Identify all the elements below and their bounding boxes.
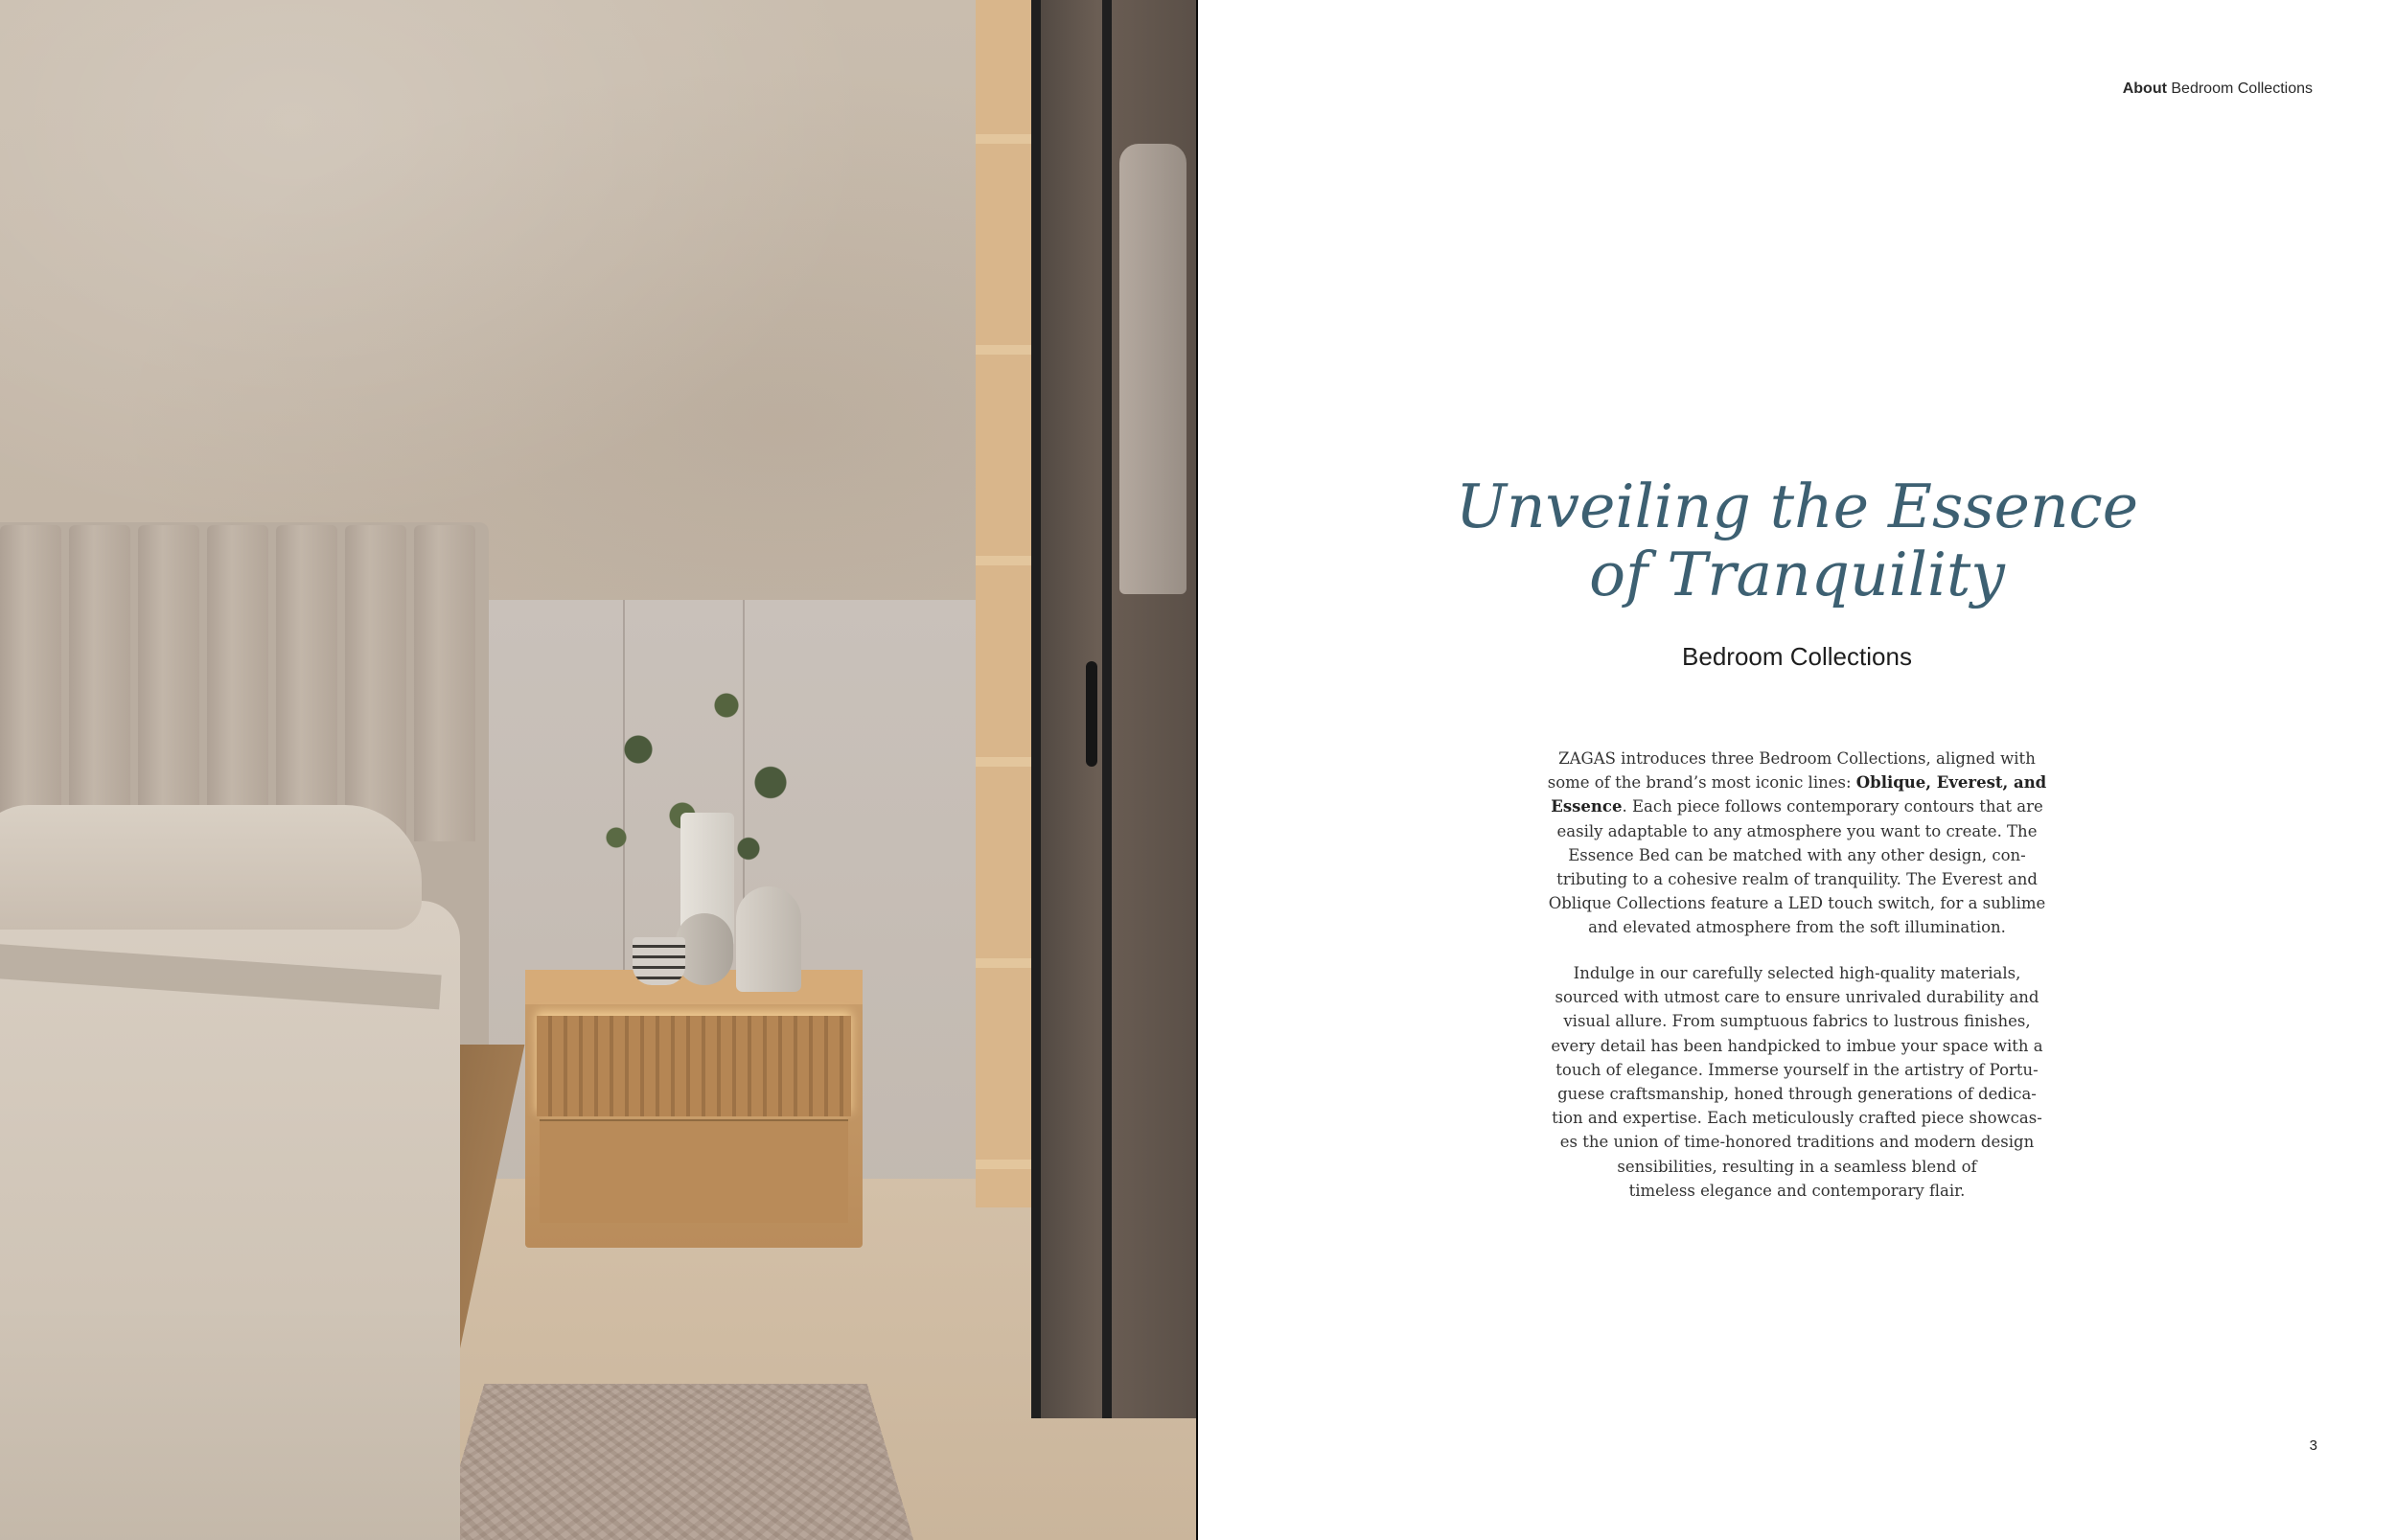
shelf (976, 958, 1031, 968)
hanging-cloth (1119, 144, 1186, 594)
text-line: sourced with utmost care to ensure unrivaled durability and (1555, 988, 2039, 1007)
headboard-slat (0, 525, 61, 841)
text-line: tion and expertise. Each meticulously crafted piece showcas- (1552, 1109, 2042, 1128)
shelf (976, 1160, 1031, 1169)
text-fragment: . Each piece follows contemporary contours that are (1622, 797, 2043, 816)
text-line: touch of elegance. Immerse yourself in the artistry of Portu- (1555, 1060, 2039, 1079)
photo-edge (1196, 0, 1198, 1540)
text-line: visual allure. From sumptuous fabrics to lustrous finishes, (1563, 1012, 2031, 1031)
headboard-slat (345, 525, 406, 841)
text-line: Essence Bed can be matched with any other design, con- (1568, 845, 2026, 864)
text-line: ZAGAS introduces three Bedroom Collections, aligned with (1558, 749, 2036, 768)
headboard-slat (414, 525, 475, 841)
paragraph-2 (1533, 961, 2061, 1203)
shelf (976, 345, 1031, 355)
text-line: tributing to a cohesive realm of tranquility. The Everest and (1556, 870, 2038, 889)
cup (633, 937, 685, 985)
shelf (976, 556, 1031, 565)
page-number: 3 (2309, 1437, 2317, 1454)
shelf-unit (976, 0, 1031, 1207)
text-line (1533, 794, 2061, 818)
headboard-slat (138, 525, 199, 841)
nightstand-slats (537, 1016, 851, 1116)
text-line: and elevated atmosphere from the soft illumination. (1588, 918, 2006, 937)
title-line-1: Unveiling the Essence (1455, 471, 2139, 541)
bold-essence: Essence (1551, 797, 1623, 816)
nightstand-drawer (540, 1119, 848, 1223)
rug (431, 1384, 920, 1540)
title-line-2: of Tranquility (1589, 540, 2005, 609)
wall (0, 0, 978, 604)
text-line: Indulge in our carefully selected high-quality materials, (1573, 964, 2021, 982)
wardrobe-frame (1031, 0, 1041, 1418)
header-section: About (2122, 80, 2167, 97)
running-header (2123, 80, 2313, 98)
text-line: Oblique Collections feature a LED touch switch, for a sublime (1548, 894, 2046, 913)
page-title (1342, 472, 2252, 609)
page-subtitle: Bedroom Collections (1682, 642, 1912, 671)
header-subsection: Bedroom Collections (2171, 80, 2313, 97)
vase (736, 886, 801, 992)
headboard-slat (69, 525, 130, 841)
bold-collections: Oblique, Everest, and (1855, 773, 2047, 793)
text-line: es the union of time-honored traditions and modern design (1559, 1133, 2035, 1152)
text-line: sensibilities, resulting in a seamless blend of (1617, 1157, 1977, 1176)
paragraph-1 (1533, 747, 2061, 940)
pillow (0, 805, 422, 930)
shelf (976, 134, 1031, 144)
headboard-slat (207, 525, 268, 841)
wardrobe-frame (1102, 0, 1112, 1418)
headboard-slat (276, 525, 337, 841)
text-line: timeless elegance and contemporary flair. (1628, 1181, 1966, 1200)
text-line (1533, 770, 2061, 794)
wardrobe-handle (1086, 661, 1097, 767)
text-line: easily adaptable to any atmosphere you want to create. The (1556, 821, 2038, 840)
text-line: every detail has been handpicked to imbue your space with a (1551, 1036, 2043, 1055)
shelf (976, 757, 1031, 767)
text-line: guese craftsmanship, honed through generations of dedica- (1557, 1085, 2037, 1104)
text-fragment: some of the brand’s most iconic lines: (1547, 773, 1856, 793)
